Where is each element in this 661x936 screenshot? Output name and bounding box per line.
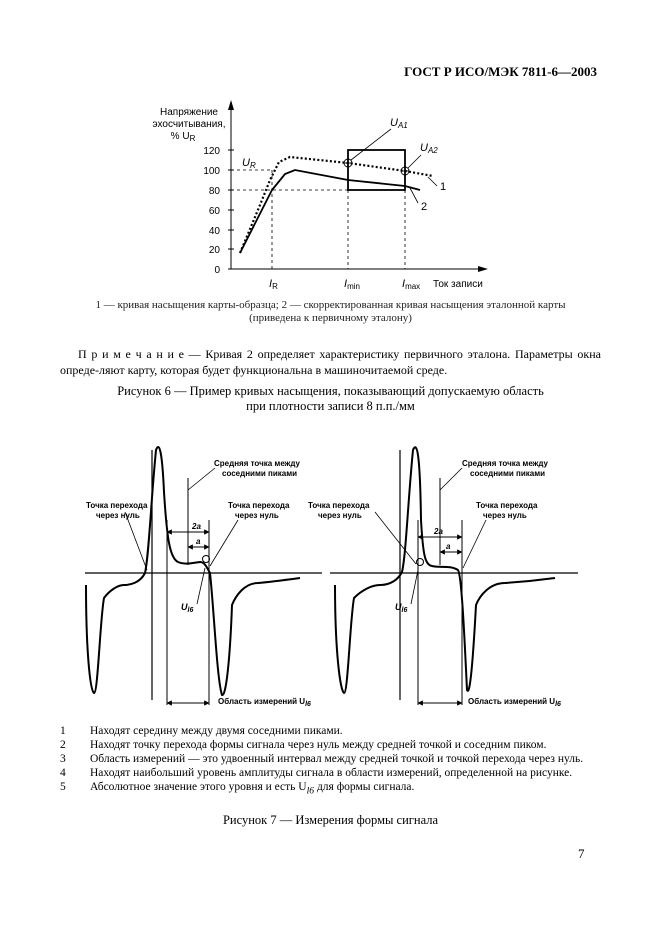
right-waveform [335, 447, 555, 693]
left-zero-marker [203, 556, 210, 563]
curve-1-label: 1 [440, 181, 447, 193]
right-zero-left-2: через нуль [318, 511, 362, 520]
y-tick-label: 60 [208, 206, 220, 217]
right-zero-left-1: Точка перехода [308, 501, 370, 510]
figure6-caption [60, 299, 601, 325]
right-zero-right-1: Точка перехода [476, 501, 538, 510]
figure6-title-line-2: при плотности записи 8 п.п./мм [246, 399, 415, 413]
figure7-title: Рисунок 7 — Измерения формы сигнала [222, 813, 439, 827]
figure6-title-line-1: Рисунок 6 — Пример кривых насыщения, показывающий допускаемую область [117, 384, 544, 398]
y-tick-label: 20 [208, 245, 220, 256]
left-zero-left-leader [125, 512, 147, 570]
label-ua1: UA1 [390, 117, 408, 130]
note-text: — Кривая 2 определяет характеристику первичного эталона. Параметры окна опреде-ляют карту, которая будет функциональна в машиночитаемой среде. [60, 347, 601, 377]
list-item: 2 Находят точку перехода формы сигнала через нуль между средней точкой и соседним пиком. [60, 739, 547, 751]
left-waveform-panel [85, 447, 322, 708]
list-item: 1 Находят середину между двумя соседними пиками. [60, 725, 343, 737]
left-u-label: $U_{l6}$ [181, 602, 194, 614]
right-zero-right-2: через нуль [483, 511, 527, 520]
left-zero-right-leader [210, 520, 238, 566]
left-zero-right-2: через нуль [235, 511, 279, 520]
left-region-label: Область измерений Ul6 [218, 697, 311, 708]
left-zero-right-1: Точка перехода [228, 501, 290, 510]
label-ua2: UA2 [420, 142, 438, 155]
left-mid-label-1: Средняя точка между [214, 459, 300, 468]
left-waveform [86, 447, 300, 695]
y-ticks [203, 146, 234, 276]
steps-list [60, 724, 605, 798]
right-mid-label-2: соседними пиками [470, 469, 546, 478]
list-item: 5 Абсолютное значение этого уровня и есть $U_{l6}$ для формы сигнала. [60, 781, 415, 797]
y-axis-label-1: Напряжение [160, 107, 218, 118]
y-axis-label-2: эхосчитывания, [152, 119, 226, 130]
figure6-chart [140, 98, 500, 296]
right-u-leader [411, 570, 418, 604]
y-axis-arrow [228, 100, 234, 110]
y-tick-label: 0 [214, 265, 220, 276]
x-axis-arrow [478, 266, 488, 272]
y-tick-label: 40 [208, 226, 220, 237]
y-tick-label: 120 [203, 146, 220, 157]
right-a-label: a [446, 542, 451, 551]
list-item: 4 Находят наибольший уровень амплитуды сигнала в области измерений, определенной на рисунке. [60, 767, 573, 779]
left-mid-leader [188, 468, 215, 490]
note-paragraph [60, 346, 601, 378]
left-zero-left-2: через нуль [96, 511, 140, 520]
x-tick-ir: IR [269, 278, 278, 291]
right-waveform-panel [308, 447, 578, 708]
caption-line-2: (приведена к первичному эталону) [249, 312, 412, 324]
x-tick-imax: Imax [402, 278, 421, 291]
figure7-waveforms [70, 435, 590, 710]
page-number: 7 [578, 846, 585, 861]
x-axis-label: Ток записи [433, 279, 483, 290]
right-mid-leader [440, 468, 462, 490]
left-a-label: a [196, 537, 201, 546]
right-2a-label: 2a [434, 527, 443, 536]
label-ur: UR [242, 157, 256, 170]
left-zero-left-1: Точка перехода [86, 501, 148, 510]
list-item: 3 Область измерений — это удвоенный интервал между средней точкой и точкой перехода через нуль. [60, 753, 584, 765]
note-label: П р и м е ч а н и е [78, 347, 184, 361]
standard-header: ГОСТ Р ИСО/МЭК 7811-6—2003 [404, 64, 597, 79]
right-region-label: Область измерений Ul6 [468, 697, 561, 708]
y-axis-label-3: % $U_R$ [170, 131, 196, 143]
y-tick-label: 100 [203, 166, 220, 177]
x-tick-imin: Imin [344, 278, 360, 291]
y-tick-label: 80 [208, 186, 220, 197]
left-mid-label-2: соседними пиками [222, 469, 298, 478]
caption-line-1: 1 — кривая насыщения карты-образца; 2 — скорректированная кривая насыщения эталонной карты [95, 299, 566, 311]
right-mid-label-1: Средняя точка между [462, 459, 548, 468]
figure6-title [60, 384, 601, 414]
right-zero-left-leader [375, 512, 416, 564]
right-zero-right-leader [463, 520, 486, 568]
curve-2-label: 2 [421, 201, 428, 213]
curve-2-solid [240, 170, 420, 253]
right-u-label: $U_{l6}$ [395, 602, 408, 614]
left-2a-label: 2a [192, 522, 201, 531]
